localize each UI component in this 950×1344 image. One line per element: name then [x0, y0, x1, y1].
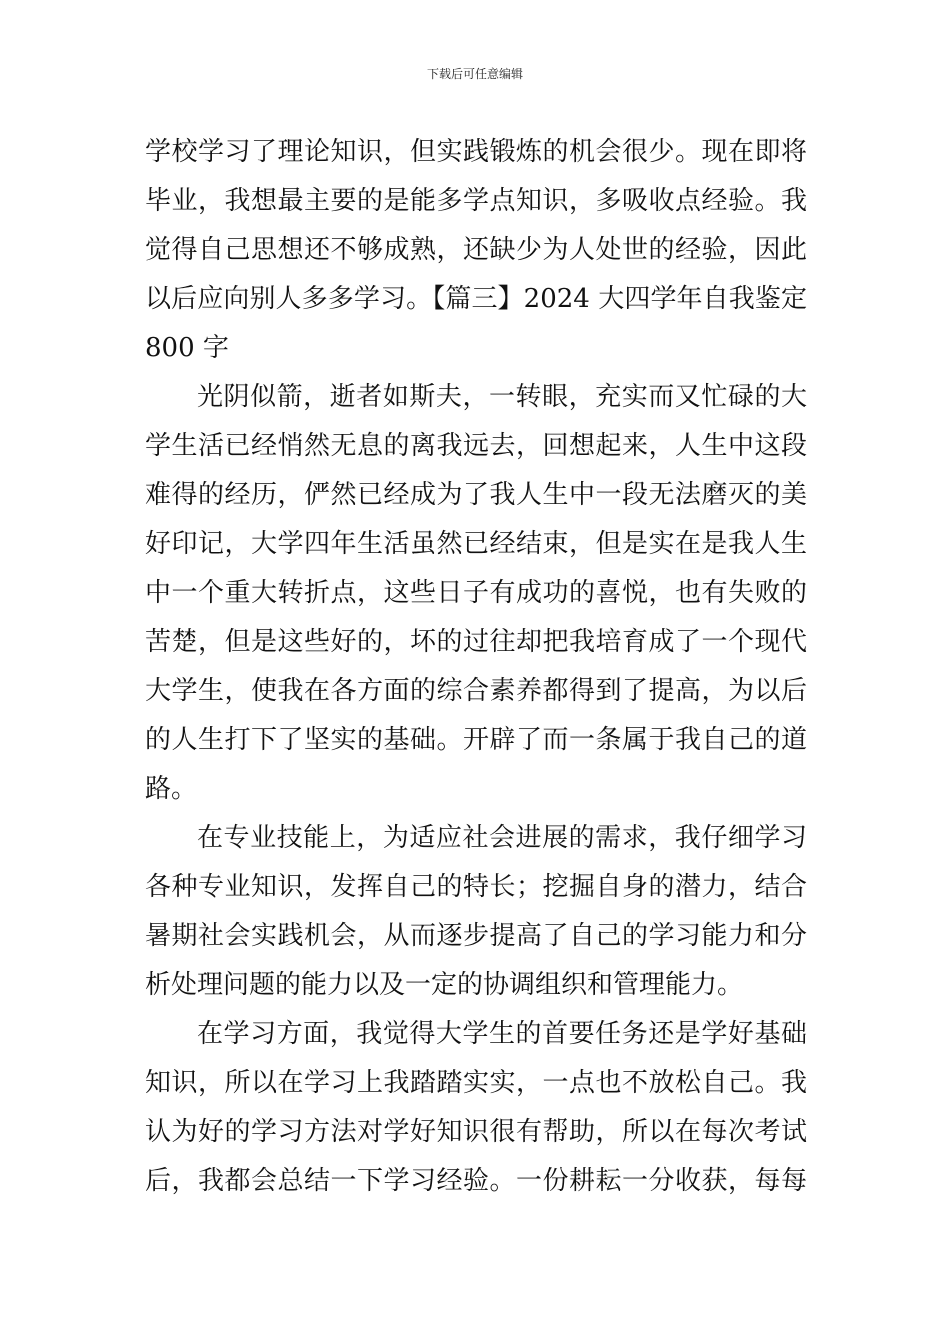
text-line: 路。 [145, 774, 198, 804]
text-line: 在专业技能上，为适应社会进展的需求，我仔细学习 [197, 823, 807, 853]
text-line: 学生活已经悄然无息的离我远去，回想起来，人生中这段 [145, 431, 807, 461]
text-line: 的人生打下了坚实的基础。开辟了而一条属于我自己的道 [145, 725, 807, 755]
text-line: 各种专业知识，发挥自己的特长；挖掘自身的潜力，结合 [145, 872, 807, 902]
text-line: 光阴似箭，逝者如斯夫，一转眼，充实而又忙碌的大 [197, 382, 807, 412]
text-line: 大学生，使我在各方面的综合素养都得到了提高，为以后 [145, 676, 807, 706]
text-line: 认为好的学习方法对学好知识很有帮助，所以在每次考试 [145, 1117, 807, 1147]
text-line: 析处理问题的能力以及一定的协调组织和管理能力。 [145, 970, 744, 1000]
paragraph-study [145, 1010, 807, 1206]
text-line: 难得的经历，俨然已经成为了我人生中一段无法磨灭的美 [145, 480, 807, 510]
text-line: 毕业，我想最主要的是能多学点知识，多吸收点经验。我 [145, 186, 807, 216]
text-line: 好印记，大学四年生活虽然已经结束，但是实在是我人生 [145, 529, 807, 559]
paragraph-continuation [145, 128, 807, 373]
paragraph-intro [145, 373, 807, 814]
text-line: 800 字 [145, 333, 229, 363]
page-header [0, 66, 950, 82]
text-line: 学校学习了理论知识，但实践锻炼的机会很少。现在即将 [145, 137, 807, 167]
paragraph-skills [145, 814, 807, 1010]
text-line: 苦楚，但是这些好的，坏的过往却把我培育成了一个现代 [145, 627, 807, 657]
text-line: 暑期社会实践机会，从而逐步提高了自己的学习能力和分 [145, 921, 807, 951]
text-line: 知识，所以在学习上我踏踏实实，一点也不放松自己。我 [145, 1068, 807, 1098]
text-line: 在学习方面，我觉得大学生的首要任务还是学好基础 [197, 1019, 807, 1049]
text-line: 中一个重大转折点，这些日子有成功的喜悦，也有失败的 [145, 578, 807, 608]
text-line: 以后应向别人多多学习。【篇三】2024 大四学年自我鉴定 [145, 284, 807, 314]
text-line: 觉得自己思想还不够成熟，还缺少为人处世的经验，因此 [145, 235, 807, 265]
header-text: 下载后可任意编辑 [426, 67, 523, 81]
document-body [145, 128, 807, 1206]
text-line: 后，我都会总结一下学习经验。一份耕耘一分收获，每每 [145, 1166, 807, 1196]
